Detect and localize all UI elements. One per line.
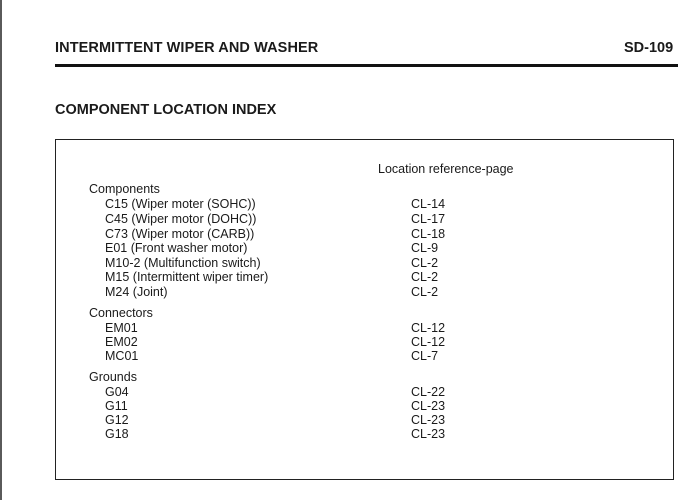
index-item-label: G04: [105, 385, 129, 399]
index-item-label: E01 (Front washer motor): [105, 241, 248, 255]
index-item-label: M15 (Intermittent wiper timer): [105, 270, 269, 284]
index-item-label: C45 (Wiper motor (DOHC)): [105, 212, 257, 226]
index-item-ref: CL-23: [411, 413, 446, 427]
index-item-label: G12: [105, 413, 129, 427]
group-heading-grounds: Grounds: [89, 370, 137, 384]
page-title: INTERMITTENT WIPER AND WASHER: [55, 40, 319, 56]
index-item-label: EM01: [105, 321, 138, 335]
index-item-label: MC01: [105, 349, 139, 363]
index-item-label: M24 (Joint): [105, 285, 168, 299]
index-item-ref: CL-2: [411, 270, 439, 284]
page-edge: [0, 0, 2, 500]
index-item-ref: CL-2: [411, 285, 439, 299]
index-item-label: G18: [105, 427, 129, 441]
index-item-ref: CL-12: [411, 335, 446, 349]
column-header: Location reference-page: [378, 162, 514, 176]
index-item-ref: CL-9: [411, 241, 439, 255]
index-item-label: C73 (Wiper motor (CARB)): [105, 227, 255, 241]
group-heading-components: Components: [89, 182, 160, 196]
header-rule: [55, 64, 678, 67]
section-title: COMPONENT LOCATION INDEX: [55, 102, 277, 118]
page-number: SD-109: [624, 40, 674, 56]
index-item-ref: CL-17: [411, 212, 446, 226]
index-item-ref: CL-23: [411, 399, 446, 413]
index-item-ref: CL-2: [411, 256, 439, 270]
index-item-ref: CL-18: [411, 227, 446, 241]
group-heading-connectors: Connectors: [89, 306, 153, 320]
index-item-ref: CL-23: [411, 427, 446, 441]
index-item-ref: CL-14: [411, 197, 446, 211]
index-item-label: M10-2 (Multifunction switch): [105, 256, 261, 270]
index-item-label: C15 (Wiper moter (SOHC)): [105, 197, 256, 211]
index-item-label: EM02: [105, 335, 138, 349]
index-item-label: G11: [105, 399, 128, 413]
index-item-ref: CL-22: [411, 385, 446, 399]
index-item-ref: CL-7: [411, 349, 439, 363]
index-item-ref: CL-12: [411, 321, 446, 335]
